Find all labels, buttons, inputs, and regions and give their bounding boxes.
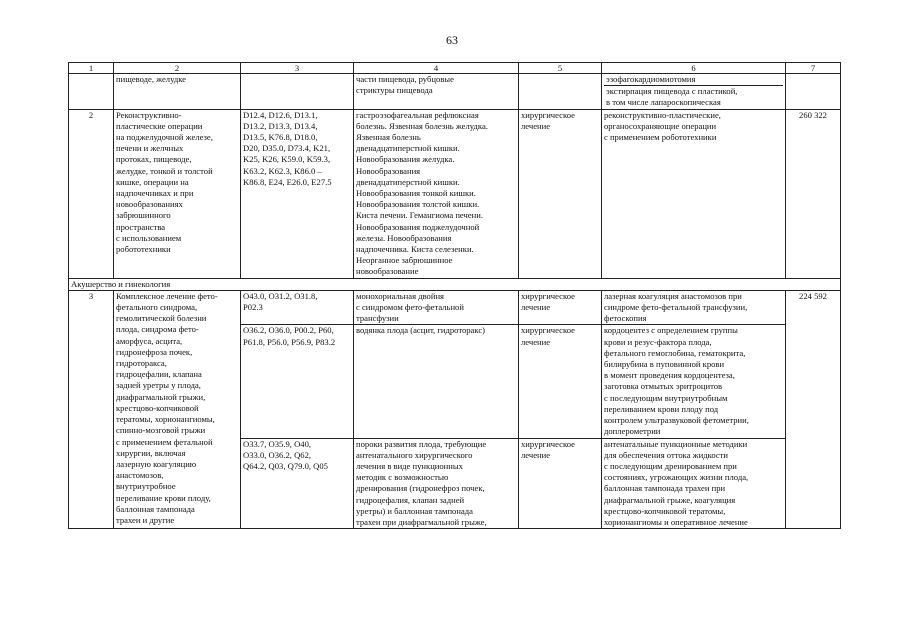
column-header: 3 — [241, 63, 354, 74]
treatment-type-cell: хирургическое лечение — [519, 290, 602, 325]
row-number-cell — [69, 74, 114, 110]
section-title: Акушерство и гинекология — [69, 278, 841, 290]
column-header: 5 — [519, 63, 602, 74]
page-number: 63 — [446, 33, 458, 47]
treatment-type-cell: хирургическое лечение — [519, 109, 602, 278]
codes-cell: O36.2, O36.0, P00.2, P60, P61.8, P56.0, P56.9, P83.2 — [241, 325, 354, 438]
table-row-3 — [69, 290, 841, 325]
codes-cell: O33.7, O35.9, O40, O33.0, O36.2, Q62, Q64.2, Q03, Q79.0, Q05 — [241, 438, 354, 529]
procedure-name-cell: Комплексное лечение фето- фетального синдрома, гемолитической болезни плода, синдрома фето- аморфуса, асцита, гидронефроза почек, гидроторакса, гидроцефалии, клапана задней уретры у плода, диафрагмальной грыжи, крестцово-копчиковой тератомы, хорионангиомы, спинно-мозговой грыжи с применением фетальной хирургии, включая лазерную коагуляцию анастомозов, внутриутробное переливание крови плоду, баллонная тампонада трахеи и другие — [114, 290, 241, 528]
patient-model-cell: монохориальная двойня с синдромом фето-фетальной трансфузии — [354, 290, 519, 325]
patient-model-cell: пороки развития плода, требующие антенатального хирургического лечения в виде пункционных методик с возможностью дренирования (гидронефроз почек, гидроцефалия, клапан задней уретры) и баллонная тампонада трахеи при диафрагмальной грыже, — [354, 438, 519, 529]
treatment-type-cell — [519, 74, 602, 110]
patient-model-cell: части пищевода, рубцовые стриктуры пищевода — [354, 74, 519, 110]
column-header: 4 — [354, 63, 519, 74]
procedure-name-cell: пищеводе, желудке — [114, 74, 241, 110]
column-header: 1 — [69, 63, 114, 74]
codes-cell: O43.0, O31.2, O31.8, P02.3 — [241, 290, 354, 325]
row-number-cell: 3 — [69, 290, 114, 528]
treatment-type-cell: хирургическое лечение — [519, 325, 602, 438]
column-numbers-row — [69, 63, 841, 74]
column-header: 2 — [114, 63, 241, 74]
continuation-row — [69, 74, 841, 110]
services-table — [68, 62, 841, 529]
codes-cell: D12.4, D12.6, D13.1, D13.2, D13.3, D13.4, D13.5, K76.8, D18.0, D20, D35.0, D73.4, K21, K25, K26, K59.0, K59.3, K63.2, K62.3, K86.0 – K86.8, E24, E26.0, E27.5 — [241, 109, 354, 278]
column-header: 7 — [786, 63, 841, 74]
method-cell: антенатальные пункционные методики для обеспечения оттока жидкости с последующим дренированием при состояниях, угрожающих жизни плода, баллонная тампонада трахеи при диафрагмальной грыже, коагуляция крестцово-копчиковой тератомы, хорионангиомы и оперативное лечение — [602, 438, 786, 529]
row-number-cell: 2 — [69, 109, 114, 278]
codes-cell — [241, 74, 354, 110]
cost-cell: 260 322 — [786, 109, 841, 278]
method-cell: кордоцентез с определением группы крови и резус-фактора плода, фетального гемоглобина, гематокрита, билирубина в пуповинной крови в момент проведения кордоцентеза, заготовка отмытых эритроцитов с последующим внутриутробным переливанием крови плоду под контролем ультразвуковой фетометрии, доплерометрии — [602, 325, 786, 438]
cost-cell: 224 592 — [786, 290, 841, 528]
table-row-2 — [69, 109, 841, 278]
method-cell: эзофагокардиомиотомия экстирпация пищевода с пластикой, в том числе лапароскопическая — [602, 74, 786, 110]
patient-model-cell: водянка плода (асцит, гидроторакс) — [354, 325, 519, 438]
patient-model-cell: гастроэзофагеальная рефлюксная болезнь. Язвенная болезнь желудка. Язвенная болезнь двенадцатиперстной кишки. Новообразования желудка. Новообразования двенадцатиперстной кишки. Новообразования тонкой кишки. Новообразования толстой кишки. Киста печени. Гемангиома печени. Новообразования поджелудочной железы. Новообразования надпочечника. Киста селезенки. Неорганное забрюшинное новообразование — [354, 109, 519, 278]
section-row — [69, 278, 841, 290]
treatment-type-cell: хирургическое лечение — [519, 438, 602, 529]
method-cell: лазерная коагуляция анастомозов при синдроме фето-фетальной трансфузии, фетоскопия — [602, 290, 786, 325]
cost-cell — [786, 74, 841, 110]
procedure-name-cell: Реконструктивно- пластические операции на поджелудочной железе, печени и желчных протоках, пищеводе, желудке, тонкой и толстой кишке, операции на надпочечниках и при новообразованиях забрюшинного пространства с использованием робототехники — [114, 109, 241, 278]
column-header: 6 — [602, 63, 786, 74]
method-cell: реконструктивно-пластические, органосохраняющие операции с применением робототехники — [602, 109, 786, 278]
